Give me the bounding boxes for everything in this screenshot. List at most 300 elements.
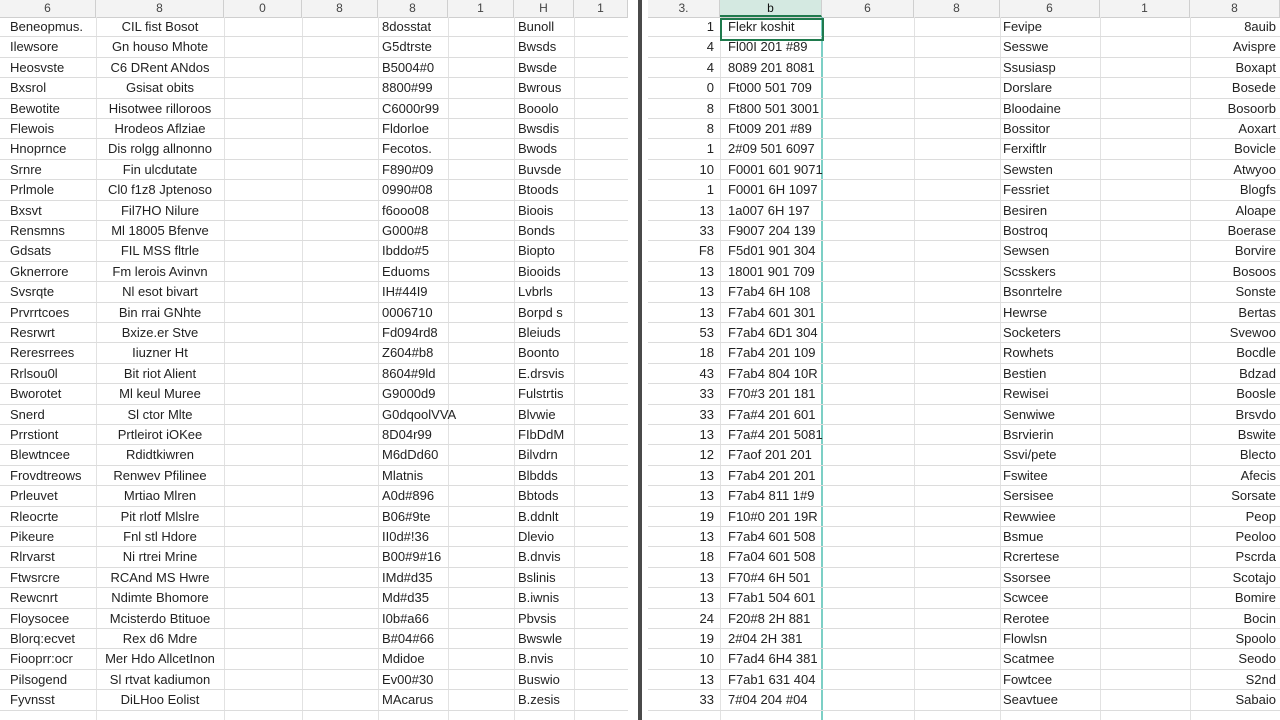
left-col-header-a[interactable]: 6 <box>0 0 96 17</box>
left-cell-a[interactable]: Fiooprr:ocr <box>10 651 73 667</box>
right-cell-g[interactable]: Aoxart <box>1238 121 1276 136</box>
left-cell-e[interactable]: G5dtrste <box>382 39 432 55</box>
right-table-row[interactable] <box>648 160 1280 180</box>
right-table-row[interactable] <box>648 119 1280 139</box>
left-table-row[interactable] <box>0 527 628 547</box>
right-cell-g[interactable]: Aloape <box>1235 202 1276 218</box>
left-table-row[interactable] <box>0 364 628 384</box>
left-cell-e[interactable]: Ev00#30 <box>382 671 434 687</box>
left-cell-e[interactable]: B00#9#16 <box>382 549 442 565</box>
right-cell-b[interactable]: F7ab4 811 1#9 <box>728 488 815 504</box>
left-cell-a[interactable]: Hnoprnce <box>10 141 67 157</box>
left-cell-g[interactable]: Bbtods <box>518 488 559 504</box>
right-cell-a[interactable]: 13 <box>699 427 714 442</box>
right-cell-f[interactable]: Bsmue <box>1003 529 1044 544</box>
right-cell-f[interactable]: Rcrertese <box>1003 549 1060 565</box>
left-cell-b[interactable]: CIL fist Bosot <box>121 19 199 34</box>
left-table-row[interactable] <box>0 343 628 363</box>
right-cell-f[interactable]: Socketers <box>1003 325 1061 340</box>
right-table-row[interactable] <box>648 99 1280 119</box>
right-cell-f[interactable]: Rewwiee <box>1003 508 1056 524</box>
right-cell-a[interactable]: 1 <box>706 19 714 34</box>
right-cell-a[interactable]: 13 <box>699 569 714 585</box>
left-cell-b[interactable]: Ndimte Bhomore <box>111 590 209 606</box>
left-cell-e[interactable]: Fldorloe <box>382 121 429 136</box>
right-col-header-b[interactable]: b <box>720 0 822 17</box>
right-cell-b[interactable]: 8089 201 8081 <box>728 59 815 75</box>
right-cell-a[interactable]: 8 <box>706 121 714 136</box>
left-cell-g[interactable]: Btoods <box>518 182 559 198</box>
right-cell-a[interactable]: 10 <box>699 161 714 177</box>
right-cell-g[interactable]: Bosoos <box>1232 263 1276 279</box>
left-table-row[interactable] <box>0 486 628 506</box>
right-cell-b[interactable]: F7aof 201 201 <box>728 447 812 463</box>
left-table-row[interactable] <box>0 262 628 282</box>
right-cell-g[interactable]: 8auib <box>1244 19 1276 34</box>
left-cell-b[interactable]: Sl ctor Mlte <box>127 406 193 422</box>
right-cell-b[interactable]: 1a007 6H 197 <box>728 202 810 218</box>
right-cell-b[interactable]: F7ab4 804 10R <box>728 365 818 381</box>
left-table-row[interactable] <box>0 425 628 445</box>
right-cell-g[interactable]: Bomire <box>1234 590 1276 606</box>
right-cell-b[interactable]: Flekr koshit <box>728 19 795 34</box>
left-table-row[interactable] <box>0 99 628 119</box>
left-cell-a[interactable]: Resrwrt <box>10 325 55 340</box>
left-cell-e[interactable]: G9000d9 <box>382 386 436 402</box>
right-cell-g[interactable]: Bocdle <box>1236 345 1276 361</box>
left-table-row[interactable] <box>0 180 628 200</box>
left-cell-e[interactable]: M6dDd60 <box>382 447 439 463</box>
right-cell-f[interactable]: Flowlsn <box>1003 631 1048 646</box>
left-cell-g[interactable]: B.ddnlt <box>518 508 559 524</box>
right-cell-a[interactable]: 18 <box>699 549 714 565</box>
right-cell-a[interactable]: 13 <box>699 467 714 483</box>
right-cell-f[interactable]: Fswitee <box>1003 467 1048 483</box>
right-cell-b[interactable]: F7ab4 6D1 304 <box>728 325 818 340</box>
left-table-row[interactable] <box>0 119 628 139</box>
right-cell-f[interactable]: Scatmee <box>1003 651 1055 667</box>
left-table-row[interactable] <box>0 241 628 261</box>
left-cell-b[interactable]: C6 DRent ANdos <box>110 59 210 75</box>
right-cell-f[interactable]: Scwcee <box>1003 590 1049 606</box>
left-cell-a[interactable]: Pilsogend <box>10 671 68 687</box>
left-col-header-e[interactable]: 8 <box>378 0 448 17</box>
right-cell-b[interactable]: F7a04 601 508 <box>728 549 816 565</box>
right-cell-f[interactable]: Ssvi/pete <box>1003 447 1057 463</box>
right-cell-a[interactable]: 53 <box>699 325 714 340</box>
right-cell-f[interactable]: Hewrse <box>1003 304 1048 320</box>
left-cell-b[interactable]: Iiuzner Ht <box>132 345 188 361</box>
left-cell-g[interactable]: Borpd s <box>518 304 563 320</box>
right-cell-g[interactable]: Sabaio <box>1235 692 1276 708</box>
left-cell-b[interactable]: Pit rlotf Mlslre <box>120 508 200 524</box>
left-cell-a[interactable]: Bewotite <box>10 100 60 116</box>
right-table-row[interactable] <box>648 323 1280 343</box>
right-table-row[interactable] <box>648 425 1280 445</box>
right-table-row[interactable] <box>648 343 1280 363</box>
left-cell-b[interactable]: Bit riot Alient <box>123 365 197 381</box>
left-cell-a[interactable]: Prlmole <box>10 182 55 198</box>
left-cell-b[interactable]: Fil7HO Nilure <box>120 202 199 218</box>
left-cell-b[interactable]: Dis rolgg allnonno <box>107 141 213 157</box>
left-cell-b[interactable]: Prtleirot iOKee <box>117 427 203 442</box>
left-cell-b[interactable]: Gsisat obits <box>126 80 194 96</box>
right-cell-a[interactable]: 10 <box>699 651 714 667</box>
right-table-row[interactable] <box>648 58 1280 78</box>
left-cell-b[interactable]: Nl esot bivart <box>122 284 198 300</box>
left-cell-e[interactable]: Md#d35 <box>382 590 429 606</box>
left-col-header-d[interactable]: 8 <box>302 0 378 17</box>
left-cell-g[interactable]: Biooids <box>518 263 561 279</box>
left-cell-e[interactable]: Z604#b8 <box>382 345 434 361</box>
left-cell-g[interactable]: Dlevio <box>518 529 555 544</box>
left-cell-e[interactable]: B06#9te <box>382 508 431 524</box>
right-cell-a[interactable]: 19 <box>699 631 714 646</box>
right-cell-a[interactable]: 13 <box>699 284 714 300</box>
right-cell-f[interactable]: Besiren <box>1003 202 1048 218</box>
right-table-row[interactable] <box>648 78 1280 98</box>
right-cell-a[interactable]: 43 <box>699 365 714 381</box>
right-table-row[interactable] <box>648 507 1280 527</box>
left-cell-e[interactable]: Fecotos. <box>382 141 432 157</box>
left-cell-e[interactable]: Fd094rd8 <box>382 325 438 340</box>
left-cell-a[interactable]: Gknerrore <box>10 263 69 279</box>
left-cell-g[interactable]: E.drsvis <box>518 365 565 381</box>
right-cell-a[interactable]: 13 <box>699 590 714 606</box>
right-table-row[interactable] <box>648 241 1280 261</box>
right-cell-g[interactable]: Bdzad <box>1239 365 1276 381</box>
right-cell-f[interactable]: Bostroq <box>1003 223 1048 238</box>
right-cell-b[interactable]: F20#8 2H 881 <box>728 610 811 626</box>
left-table-row[interactable] <box>0 609 628 629</box>
right-table-row[interactable] <box>648 221 1280 241</box>
right-cell-g[interactable]: Boosle <box>1236 386 1276 402</box>
right-cell-f[interactable]: Ssusiasp <box>1003 59 1056 75</box>
left-cell-e[interactable]: 0990#08 <box>382 182 433 198</box>
left-table-row[interactable] <box>0 649 628 669</box>
left-cell-b[interactable]: Hrodeos Aflziae <box>114 121 206 136</box>
left-cell-g[interactable]: Buswio <box>518 671 560 687</box>
left-cell-b[interactable]: Ml keul Muree <box>119 386 201 402</box>
left-cell-a[interactable]: Blewtncee <box>10 447 70 463</box>
left-cell-a[interactable]: Ilewsore <box>10 39 59 55</box>
right-cell-a[interactable]: 4 <box>706 39 714 55</box>
right-cell-b[interactable]: Ft800 501 3001 <box>728 100 820 116</box>
left-table-row[interactable] <box>0 466 628 486</box>
right-col-header-c[interactable]: 6 <box>822 0 914 17</box>
right-cell-b[interactable]: Ft000 501 709 <box>728 80 812 96</box>
left-cell-a[interactable]: Rewcnrt <box>10 590 58 606</box>
left-cell-a[interactable]: Flewois <box>10 121 55 136</box>
right-spreadsheet-pane[interactable] <box>648 0 1280 720</box>
left-cell-b[interactable]: Gn houso Mhote <box>111 39 209 55</box>
left-cell-e[interactable]: F890#09 <box>382 161 434 177</box>
left-cell-e[interactable]: Ibddo#5 <box>382 243 429 259</box>
right-cell-b[interactable]: F70#4 6H 501 <box>728 569 811 585</box>
right-cell-a[interactable]: 8 <box>706 100 714 116</box>
left-cell-e[interactable]: G0dqoolVVA <box>382 406 457 422</box>
right-cell-g[interactable]: Sorsate <box>1231 488 1276 504</box>
left-cell-g[interactable]: Lvbrls <box>518 284 553 300</box>
right-cell-a[interactable]: 13 <box>699 304 714 320</box>
left-cell-g[interactable]: Bwsds <box>518 39 557 55</box>
right-cell-f[interactable]: Senwiwe <box>1003 406 1056 422</box>
left-cell-a[interactable]: Rlrvarst <box>10 549 55 565</box>
left-table-row[interactable] <box>0 221 628 241</box>
right-cell-f[interactable]: Scsskers <box>1003 263 1056 279</box>
left-cell-e[interactable]: B#04#66 <box>382 631 435 646</box>
left-cell-b[interactable]: Mrtiao Mlren <box>123 488 197 504</box>
right-cell-a[interactable]: 33 <box>699 223 714 238</box>
right-cell-b[interactable]: 2#04 2H 381 <box>728 631 803 646</box>
right-cell-b[interactable]: F7ad4 6H4 381 <box>728 651 818 667</box>
left-cell-e[interactable]: IH#44I9 <box>382 284 428 300</box>
right-table-row[interactable] <box>648 629 1280 649</box>
right-cell-a[interactable]: 4 <box>706 59 714 75</box>
right-cell-b[interactable]: F9007 204 139 <box>728 223 816 238</box>
left-cell-g[interactable]: B.iwnis <box>518 590 560 606</box>
left-cell-g[interactable]: Pbvsis <box>518 610 557 626</box>
right-cell-f[interactable]: Ssorsee <box>1003 569 1051 585</box>
right-cell-g[interactable]: Bovicle <box>1234 141 1276 157</box>
right-cell-a[interactable]: F8 <box>698 243 714 259</box>
left-table-row[interactable] <box>0 507 628 527</box>
left-cell-g[interactable]: Bonds <box>518 223 555 238</box>
left-table-row[interactable] <box>0 282 628 302</box>
left-cell-e[interactable]: B5004#0 <box>382 59 435 75</box>
left-table-row[interactable] <box>0 445 628 465</box>
right-cell-a[interactable]: 13 <box>699 263 714 279</box>
right-table-row[interactable] <box>648 384 1280 404</box>
left-table-row[interactable] <box>0 629 628 649</box>
left-cell-e[interactable]: C6000r99 <box>382 100 440 116</box>
left-cell-g[interactable]: B.dnvis <box>518 549 561 565</box>
right-cell-b[interactable]: F7ab1 631 404 <box>728 671 816 687</box>
right-cell-f[interactable]: Sersisee <box>1003 488 1054 504</box>
left-table-row[interactable] <box>0 17 628 37</box>
right-cell-a[interactable]: 33 <box>699 386 714 402</box>
left-col-header-g[interactable]: H <box>514 0 574 17</box>
right-cell-f[interactable]: Rowhets <box>1003 345 1054 361</box>
right-cell-g[interactable]: Bswite <box>1237 427 1276 442</box>
left-cell-a[interactable]: Frovdtreows <box>10 467 82 483</box>
left-table-row[interactable] <box>0 58 628 78</box>
right-cell-b[interactable]: 2#09 501 6097 <box>728 141 815 157</box>
left-col-header-h[interactable]: 1 <box>574 0 628 17</box>
right-cell-b[interactable]: F0001 601 9071 <box>728 161 823 177</box>
right-col-header-e[interactable]: 6 <box>1000 0 1100 17</box>
right-cell-g[interactable]: Spoolo <box>1235 631 1276 646</box>
left-table-row[interactable] <box>0 37 628 57</box>
right-table-row[interactable] <box>648 568 1280 588</box>
right-cell-a[interactable]: 1 <box>706 182 714 198</box>
left-table-row[interactable] <box>0 670 628 690</box>
left-cell-a[interactable]: Ftwsrcre <box>10 569 60 585</box>
left-cell-b[interactable]: Ni rtrei Mrine <box>122 549 198 565</box>
right-cell-g[interactable]: Scotajo <box>1232 569 1276 585</box>
left-cell-g[interactable]: Bunoll <box>518 19 555 34</box>
left-table-row[interactable] <box>0 690 628 710</box>
left-cell-a[interactable]: Rrlsou0l <box>10 365 58 381</box>
left-cell-g[interactable]: Bslinis <box>518 569 556 585</box>
left-cell-e[interactable]: A0d#896 <box>382 488 435 504</box>
left-cell-b[interactable]: Rdidtkiwren <box>126 447 194 463</box>
left-cell-a[interactable]: Prrstiont <box>10 427 59 442</box>
right-cell-a[interactable]: 0 <box>706 80 714 96</box>
right-table-row[interactable] <box>648 139 1280 159</box>
right-cell-f[interactable]: Bsonrtelre <box>1003 284 1063 300</box>
right-cell-g[interactable]: Peop <box>1245 508 1276 524</box>
left-cell-g[interactable]: Blvwie <box>518 406 556 422</box>
left-cell-e[interactable]: 8dosstat <box>382 19 432 34</box>
left-col-header-b[interactable]: 8 <box>96 0 224 17</box>
left-cell-e[interactable]: 8604#9ld <box>382 365 436 381</box>
left-cell-a[interactable]: Prvrrtcoes <box>10 304 70 320</box>
right-table-row[interactable] <box>648 445 1280 465</box>
right-col-header-d[interactable]: 8 <box>914 0 1000 17</box>
left-spreadsheet-pane[interactable] <box>0 0 628 720</box>
left-cell-g[interactable]: Bwswle <box>518 631 563 646</box>
right-cell-f[interactable]: Bloodaine <box>1003 100 1061 116</box>
left-cell-a[interactable]: Beneopmus. <box>10 19 83 34</box>
right-table-row[interactable] <box>648 609 1280 629</box>
left-table-row[interactable] <box>0 568 628 588</box>
right-table-row[interactable] <box>648 201 1280 221</box>
left-cell-g[interactable]: Bwsdis <box>518 121 560 136</box>
left-cell-a[interactable]: Bxsvt <box>10 202 42 218</box>
right-cell-g[interactable]: Bosede <box>1231 80 1276 96</box>
left-cell-e[interactable]: MAcarus <box>382 692 434 708</box>
right-cell-b[interactable]: 18001 901 709 <box>728 263 815 279</box>
left-cell-g[interactable]: Boonto <box>518 345 560 361</box>
left-table-row[interactable] <box>0 139 628 159</box>
right-cell-g[interactable]: Blogfs <box>1239 182 1276 198</box>
left-cell-b[interactable]: Ml 18005 Bfenve <box>111 223 209 238</box>
left-cell-g[interactable]: Bilvdrn <box>518 447 558 463</box>
left-cell-e[interactable]: Eduoms <box>382 263 430 279</box>
left-cell-e[interactable]: II0d#!36 <box>382 529 429 544</box>
right-cell-a[interactable]: 24 <box>699 610 714 626</box>
left-cell-b[interactable]: Fin ulcdutate <box>122 161 198 177</box>
right-cell-a[interactable]: 19 <box>699 508 714 524</box>
right-cell-b[interactable]: F7ab4 201 201 <box>728 467 816 483</box>
right-cell-f[interactable]: Bossitor <box>1003 121 1050 136</box>
left-cell-a[interactable]: Reresrrees <box>10 345 75 361</box>
right-cell-g[interactable]: Brsvdo <box>1235 406 1276 422</box>
left-cell-a[interactable]: Gdsats <box>10 243 52 259</box>
left-cell-b[interactable]: Cl0 f1z8 Jptenoso <box>107 182 213 198</box>
right-cell-f[interactable]: Rewisei <box>1003 386 1049 402</box>
right-cell-a[interactable]: 13 <box>699 671 714 687</box>
right-table-row[interactable] <box>648 486 1280 506</box>
right-cell-b[interactable]: Ft009 201 #89 <box>728 121 812 136</box>
left-cell-a[interactable]: Rleocrte <box>10 508 59 524</box>
left-table-row[interactable] <box>0 547 628 567</box>
left-cell-g[interactable]: Biopto <box>518 243 555 259</box>
left-cell-g[interactable]: Fulstrtis <box>518 386 564 402</box>
left-cell-a[interactable]: Bworotet <box>10 386 62 402</box>
left-cell-b[interactable]: Bxize.er Stve <box>121 325 199 340</box>
left-cell-e[interactable]: IMd#d35 <box>382 569 433 585</box>
left-cell-b[interactable]: Bin rrai GNhte <box>118 304 202 320</box>
left-cell-b[interactable]: Fm lerois Avinvn <box>112 263 208 279</box>
left-table-row[interactable] <box>0 384 628 404</box>
left-cell-e[interactable]: Mdidoe <box>382 651 425 667</box>
right-cell-a[interactable]: 18 <box>699 345 714 361</box>
right-cell-g[interactable]: Pscrda <box>1235 549 1276 565</box>
left-cell-g[interactable]: Buvsde <box>518 161 562 177</box>
right-cell-g[interactable]: Seodo <box>1238 651 1276 667</box>
right-cell-f[interactable]: Bsrvierin <box>1003 427 1054 442</box>
right-cell-b[interactable]: F7ab1 504 601 <box>728 590 816 606</box>
right-cell-b[interactable]: F7a#4 201 5081 <box>728 427 823 442</box>
right-table-row[interactable] <box>648 262 1280 282</box>
left-cell-b[interactable]: Fnl stl Hdore <box>123 529 197 544</box>
right-cell-b[interactable]: F7a#4 201 601 <box>728 406 816 422</box>
left-table-row[interactable] <box>0 78 628 98</box>
left-cell-a[interactable]: Floysocee <box>10 610 70 626</box>
right-cell-g[interactable]: Atwyoo <box>1233 161 1276 177</box>
left-cell-g[interactable]: B.nvis <box>518 651 554 667</box>
left-cell-a[interactable]: Rensmns <box>10 223 65 238</box>
left-cell-e[interactable]: G000#8 <box>382 223 429 238</box>
right-cell-g[interactable]: Peoloo <box>1235 529 1276 544</box>
left-cell-g[interactable]: Bwods <box>518 141 558 157</box>
right-cell-b[interactable]: F7ab4 6H 108 <box>728 284 811 300</box>
right-table-row[interactable] <box>648 466 1280 486</box>
left-cell-a[interactable]: Pikeure <box>10 529 55 544</box>
left-cell-e[interactable]: 0006710 <box>382 304 433 320</box>
right-table-row[interactable] <box>648 405 1280 425</box>
right-cell-g[interactable]: Avispre <box>1232 39 1276 55</box>
right-cell-f[interactable]: Seavtuee <box>1003 692 1058 708</box>
right-cell-b[interactable]: F0001 6H 1097 <box>728 182 818 198</box>
active-cell-selection[interactable] <box>720 18 824 41</box>
right-col-header-f[interactable]: 1 <box>1100 0 1190 17</box>
left-cell-g[interactable]: B.zesis <box>518 692 560 708</box>
left-cell-b[interactable]: Mer Hdo AllcetInon <box>105 651 215 667</box>
right-cell-a[interactable]: 1 <box>706 141 714 157</box>
right-table-row[interactable] <box>648 670 1280 690</box>
left-cell-g[interactable]: FIbDdM <box>518 427 565 442</box>
left-cell-g[interactable]: Bleiuds <box>518 325 561 340</box>
right-cell-g[interactable]: Sonste <box>1235 284 1276 300</box>
right-table-row[interactable] <box>648 547 1280 567</box>
left-cell-b[interactable]: RCAnd MS Hwre <box>110 569 210 585</box>
right-cell-b[interactable]: F7ab4 601 301 <box>728 304 816 320</box>
left-cell-b[interactable]: Sl rtvat kadiumon <box>109 671 211 687</box>
left-cell-e[interactable]: I0b#a66 <box>382 610 429 626</box>
right-cell-a[interactable]: 13 <box>699 202 714 218</box>
left-cell-b[interactable]: FIL MSS fltrle <box>120 243 200 259</box>
left-cell-a[interactable]: Snerd <box>10 406 45 422</box>
left-cell-b[interactable]: Renwev Pfilinee <box>113 467 207 483</box>
right-table-row[interactable] <box>648 649 1280 669</box>
right-table-row[interactable] <box>648 690 1280 710</box>
right-col-header-g[interactable]: 8 <box>1190 0 1280 17</box>
right-cell-g[interactable]: Bocin <box>1243 610 1276 626</box>
right-cell-g[interactable]: Bosoorb <box>1227 100 1276 116</box>
right-cell-f[interactable]: Sesswe <box>1003 39 1049 55</box>
right-table-row[interactable] <box>648 527 1280 547</box>
left-cell-g[interactable]: Bwsde <box>518 59 558 75</box>
right-table-row[interactable] <box>648 180 1280 200</box>
right-cell-f[interactable]: Fessriet <box>1003 182 1050 198</box>
right-cell-f[interactable]: Fowtcee <box>1003 671 1053 687</box>
left-cell-e[interactable]: f6ooo08 <box>382 202 429 218</box>
right-cell-g[interactable]: Borvire <box>1234 243 1276 259</box>
right-cell-a[interactable]: 13 <box>699 488 714 504</box>
